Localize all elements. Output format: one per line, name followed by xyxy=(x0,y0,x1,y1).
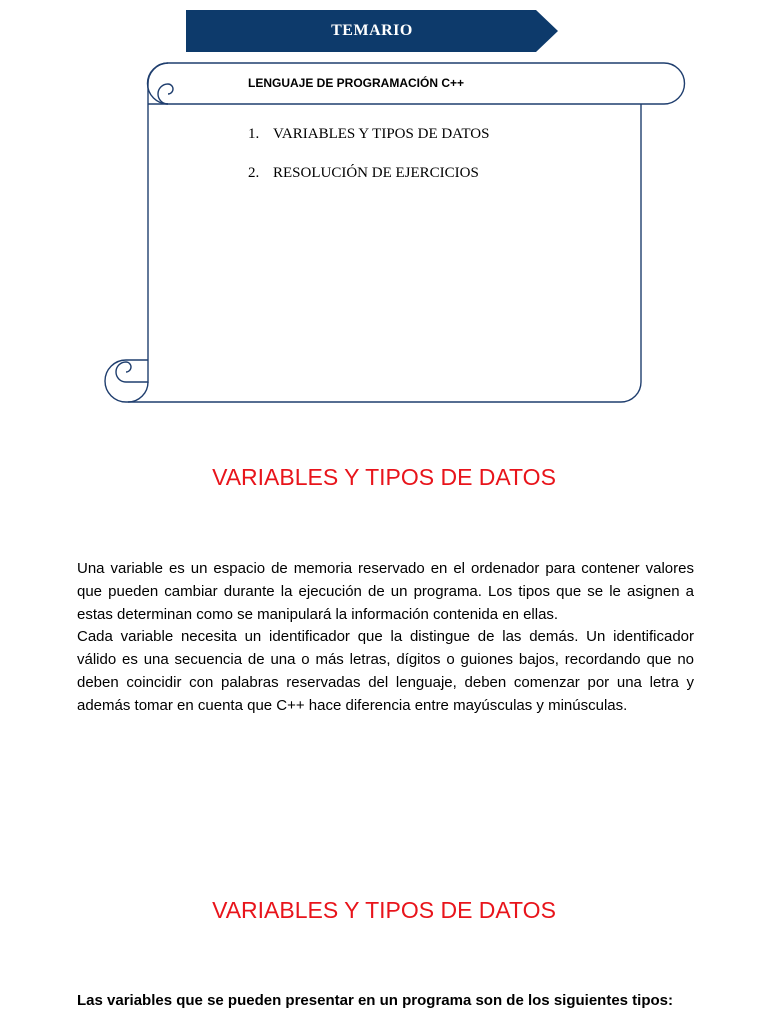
section-heading: VARIABLES Y TIPOS DE DATOS xyxy=(212,897,556,923)
toc-item xyxy=(248,126,489,165)
paragraph: Cada variable necesita un identificador que la distingue de las demás. Un identificador válido es una secuencia de una o más letras, dígitos o guiones bajos, recordando que no deben coincidir con palabras reservadas del lenguaje, deben comenzar por una letra y además tomar en cuenta que C++ hace diferencia entre mayúsculas y minúsculas. xyxy=(77,628,694,714)
intro-paragraph: Las variables que se pueden presentar en un programa son de los siguientes tipos: xyxy=(77,992,673,1009)
toc-list xyxy=(248,126,489,204)
toc-item xyxy=(248,165,489,204)
paragraph: Una variable es un espacio de memoria reservado en el ordenador para contener valores que pueden cambiar durante la ejecución de un programa. Los tipos que se le asignen a estas determinan como se manipulará la información contenida en ellas. xyxy=(77,560,694,623)
toc-item-label: RESOLUCIÓN DE EJERCICIOS xyxy=(273,165,479,181)
scroll-outline xyxy=(0,0,768,420)
scroll-frame xyxy=(0,0,768,420)
toc-item-number: 2. xyxy=(248,165,260,181)
body-text xyxy=(77,558,694,718)
banner-title: TEMARIO xyxy=(331,22,413,39)
toc-item-label: VARIABLES Y TIPOS DE DATOS xyxy=(273,126,490,142)
toc-item-number: 1. xyxy=(248,126,260,142)
course-subtitle: LENGUAJE DE PROGRAMACIÓN C++ xyxy=(248,76,465,90)
section-heading: VARIABLES Y TIPOS DE DATOS xyxy=(212,464,556,490)
